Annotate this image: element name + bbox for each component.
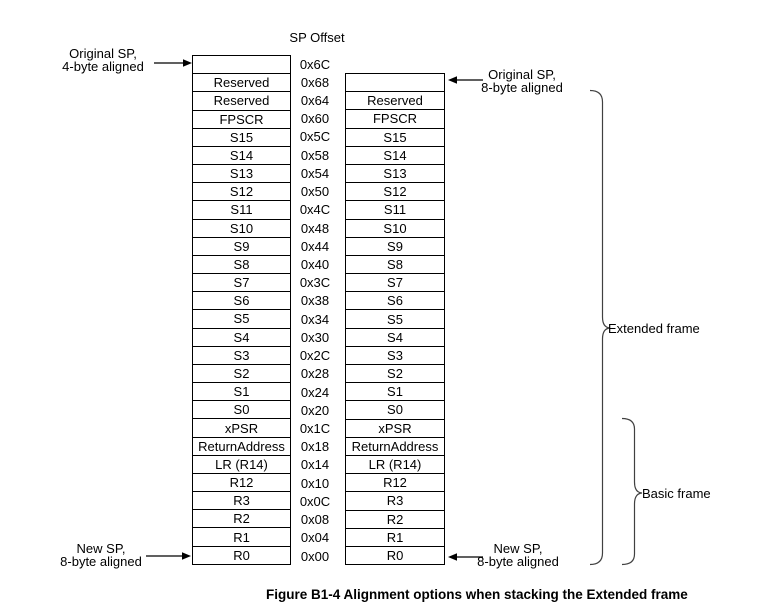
left-stack-cell: R2 xyxy=(193,510,290,528)
left-stack-cell: S14 xyxy=(193,147,290,165)
right-stack-cell: S11 xyxy=(346,201,444,219)
offset-column xyxy=(288,55,342,565)
right-stack-cell: R1 xyxy=(346,529,444,547)
left-stack-cell: S13 xyxy=(193,165,290,183)
sp-offset-label: 0x14 xyxy=(300,457,330,473)
sp-offset-label: 0x48 xyxy=(300,220,330,236)
sp-offset-label: 0x30 xyxy=(300,329,330,345)
original-sp-4byte-label xyxy=(38,47,168,73)
basic-frame-brace xyxy=(622,419,642,565)
left-stack-cell: S10 xyxy=(193,220,290,238)
sp-offset-label: 0x58 xyxy=(300,147,330,163)
sp-offset-label: 0x68 xyxy=(300,74,330,90)
basic-frame-label: Basic frame xyxy=(642,486,711,501)
right-stack-cell: R12 xyxy=(346,474,444,492)
new-sp-left-label xyxy=(36,542,166,568)
new-sp-right-label xyxy=(453,542,583,568)
sp-offset-label: 0x4C xyxy=(299,202,331,218)
sp-offset-label: 0x6C xyxy=(299,56,331,72)
right-stack-cell: S15 xyxy=(346,129,444,147)
left-stack-cell: S7 xyxy=(193,274,290,292)
sp-offset-label: 0x28 xyxy=(300,366,330,382)
sp-offset-label: 0x00 xyxy=(300,548,330,564)
left-stack-cell: S3 xyxy=(193,347,290,365)
right-stack-cell: R2 xyxy=(346,511,444,529)
right-stack-cell: S2 xyxy=(346,365,444,383)
right-stack-cell: S12 xyxy=(346,183,444,201)
sp-offset-label: 0x34 xyxy=(300,311,330,327)
right-stack-cell: S7 xyxy=(346,274,444,292)
right-stack-cell: S8 xyxy=(346,256,444,274)
right-stack-cell: S0 xyxy=(346,401,444,419)
right-stack-cell: FPSCR xyxy=(346,110,444,128)
right-stack-cell: S9 xyxy=(346,238,444,256)
annotation-line: 8-byte aligned xyxy=(477,554,559,569)
original-sp-8byte-label xyxy=(457,68,587,94)
annotation-line: 4-byte aligned xyxy=(62,59,144,74)
sp-offset-label: 0x1C xyxy=(299,420,331,436)
sp-offset-label: 0x10 xyxy=(300,475,330,491)
left-stack-cell: S12 xyxy=(193,183,290,201)
left-stack-cell: Reserved xyxy=(193,74,290,92)
right-stack-cell: R0 xyxy=(386,547,404,563)
left-stack-cell: S1 xyxy=(193,383,290,401)
left-stack-cell: S6 xyxy=(193,292,290,310)
left-stack-cell: Reserved xyxy=(193,92,290,110)
extended-frame-brace xyxy=(590,91,610,565)
right-stack xyxy=(345,73,445,565)
right-stack-cell: ReturnAddress xyxy=(346,438,444,456)
right-stack-cell: S1 xyxy=(346,383,444,401)
figure-caption: Figure B1-4 Alignment options when stacking the Extended frame xyxy=(266,587,688,602)
left-stack-cell: S5 xyxy=(193,310,290,328)
sp-offset-label: 0x38 xyxy=(300,293,330,309)
left-stack-cell xyxy=(193,56,290,74)
right-stack-cell: S3 xyxy=(346,347,444,365)
left-stack-cell: ReturnAddress xyxy=(193,438,290,456)
sp-offset-label: 0x5C xyxy=(299,129,331,145)
left-stack-cell: LR (R14) xyxy=(193,456,290,474)
sp-offset-label: 0x40 xyxy=(300,257,330,273)
right-stack-cell: S5 xyxy=(346,310,444,328)
left-stack-cell: R12 xyxy=(193,474,290,492)
left-stack-cell: R3 xyxy=(193,492,290,510)
annotation-line: 8-byte aligned xyxy=(481,80,563,95)
left-stack-cell: S4 xyxy=(193,329,290,347)
right-stack-cell: S13 xyxy=(346,165,444,183)
right-stack-cell: Reserved xyxy=(346,92,444,110)
right-stack-cell: S6 xyxy=(346,292,444,310)
right-stack-cell: R3 xyxy=(346,492,444,510)
annotation-line: Original SP, xyxy=(69,46,137,61)
annotation-line: New SP, xyxy=(76,541,126,556)
left-stack-cell: S8 xyxy=(193,256,290,274)
sp-offset-label: 0x2C xyxy=(299,348,331,364)
annotation-line: New SP, xyxy=(493,541,543,556)
sp-offset-label: 0x24 xyxy=(300,384,330,400)
sp-offset-label: 0x0C xyxy=(299,493,331,509)
sp-offset-label: 0x50 xyxy=(300,184,330,200)
right-stack-cell: S4 xyxy=(346,329,444,347)
sp-offset-label: 0x3C xyxy=(299,275,331,291)
right-stack-cell: S14 xyxy=(346,147,444,165)
left-stack-cell: xPSR xyxy=(193,419,290,437)
left-stack-cell: R1 xyxy=(193,528,290,546)
right-stack-cell: LR (R14) xyxy=(346,456,444,474)
right-stack-cell: xPSR xyxy=(346,420,444,438)
sp-offset-label: 0x64 xyxy=(300,93,330,109)
sp-offset-header: SP Offset xyxy=(289,30,345,45)
sp-offset-label: 0x54 xyxy=(300,165,330,181)
annotation-line: Original SP, xyxy=(488,67,556,82)
right-stack-cell xyxy=(346,74,444,92)
sp-offset-label: 0x08 xyxy=(300,512,330,528)
left-stack-cell: S15 xyxy=(193,129,290,147)
sp-offset-label: 0x20 xyxy=(300,402,330,418)
left-stack xyxy=(192,55,291,565)
sp-offset-label: 0x18 xyxy=(300,439,330,455)
left-stack-cell: FPSCR xyxy=(193,111,290,129)
left-stack-cell: S0 xyxy=(193,401,290,419)
sp-offset-label: 0x04 xyxy=(300,530,330,546)
left-stack-cell: S2 xyxy=(193,365,290,383)
left-stack-cell: R0 xyxy=(233,547,250,563)
right-stack-cell: S10 xyxy=(346,220,444,238)
sp-offset-label: 0x44 xyxy=(300,238,330,254)
annotation-line: 8-byte aligned xyxy=(60,554,142,569)
left-stack-cell: S9 xyxy=(193,238,290,256)
sp-offset-label: 0x60 xyxy=(300,111,330,127)
extended-frame-label: Extended frame xyxy=(608,321,700,336)
left-stack-cell: S11 xyxy=(193,201,290,219)
